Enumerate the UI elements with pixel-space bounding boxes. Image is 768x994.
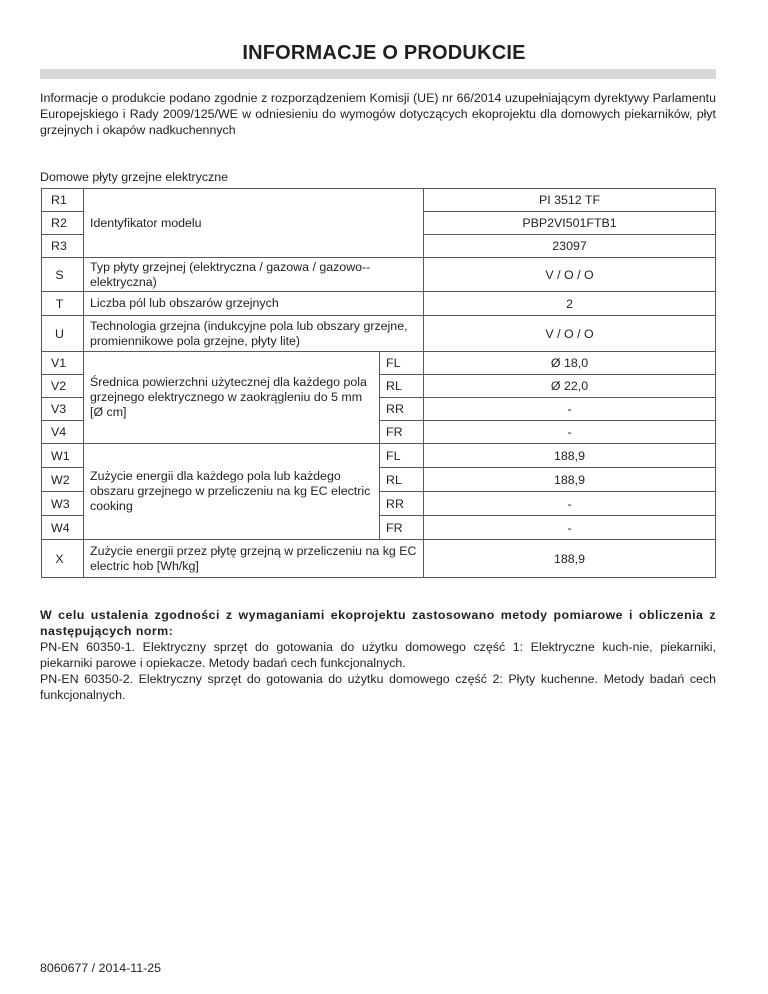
row-value: 188,9 (424, 468, 716, 492)
row-code: V3 (42, 398, 84, 421)
row-value: Ø 22,0 (424, 375, 716, 398)
model-identifier-label: Identyfikator modelu (84, 189, 424, 258)
table-row (42, 444, 716, 468)
row-code: W4 (42, 516, 84, 540)
row-value: V / O / O (424, 316, 716, 352)
position-code: RL (380, 375, 424, 398)
row-value: - (424, 492, 716, 516)
row-code: R2 (42, 212, 84, 235)
row-code: W2 (42, 468, 84, 492)
row-value: Ø 18,0 (424, 352, 716, 375)
row-code: R3 (42, 235, 84, 258)
energy-consumption-label: Zużycie energii dla każdego pola lub każdego obszaru grzejnego w przeliczeniu na kg EC electric cooking (84, 444, 380, 540)
table-row (42, 292, 716, 316)
row-value: V / O / O (424, 258, 716, 292)
row-code: V4 (42, 421, 84, 444)
position-code: RR (380, 398, 424, 421)
row-code: V2 (42, 375, 84, 398)
product-info-table (41, 188, 716, 578)
title-underline-bar (40, 69, 716, 79)
position-code: FL (380, 444, 424, 468)
norm-item: PN-EN 60350-1. Elektryczny sprzęt do gotowania do użytku domowego część 1: Elektryczne kuch-nie, piekarniki, piekarniki parowe i opiekacze. Metody badań cech funkcjonalnych. (40, 640, 716, 670)
row-value: 188,9 (424, 444, 716, 468)
position-code: RL (380, 468, 424, 492)
row-value: 2 (424, 292, 716, 316)
row-code: U (42, 316, 84, 352)
row-value: 23097 (424, 235, 716, 258)
table-row (42, 258, 716, 292)
document-footer: 8060677 / 2014-11-25 (40, 961, 162, 975)
position-code: RR (380, 492, 424, 516)
intro-paragraph: Informacje o produkcie podano zgodnie z rozporządzeniem Komisji (UE) nr 66/2014 uzupełniającym dyrektywy Parlamentu Europejskiego i Rady 2009/125/WE w odniesieniu do wymogów dotyczących ekoprojektu dla domowych piekarników, płyt grzejnych i okapów nadkuchennych (40, 91, 716, 137)
norms-section (40, 607, 716, 703)
row-value: - (424, 516, 716, 540)
row-code: W3 (42, 492, 84, 516)
table-row (42, 540, 716, 578)
row-value: PBP2VI501FTB1 (424, 212, 716, 235)
row-value: 188,9 (424, 540, 716, 578)
row-label: Typ płyty grzejnej (elektryczna / gazowa / gazowo--elektryczna) (84, 258, 424, 292)
row-code: T (42, 292, 84, 316)
row-label: Liczba pól lub obszarów grzejnych (84, 292, 424, 316)
row-code: V1 (42, 352, 84, 375)
page-title: INFORMACJE O PRODUKCIE (242, 42, 526, 64)
position-code: FR (380, 421, 424, 444)
position-code: FL (380, 352, 424, 375)
row-value: PI 3512 TF (424, 189, 716, 212)
row-value: - (424, 398, 716, 421)
table-row (42, 189, 716, 212)
row-code: S (42, 258, 84, 292)
position-code: FR (380, 516, 424, 540)
norms-heading: W celu ustalenia zgodności z wymaganiami ekoprojektu zastosowano metody pomiarowe i obliczenia z następujących norm: (40, 608, 716, 638)
row-code: R1 (42, 189, 84, 212)
row-code: W1 (42, 444, 84, 468)
row-label: Technologia grzejna (indukcyjne pola lub obszary grzejne, promiennikowe pola grzejne, płyty lite) (84, 316, 424, 352)
table-row (42, 316, 716, 352)
row-code: X (42, 540, 84, 578)
diameter-label: Średnica powierzchni użytecznej dla każdego pola grzejnego elektrycznego w zaokrągleniu do 5 mm [Ø cm] (84, 352, 380, 444)
row-value: - (424, 421, 716, 444)
table-caption: Domowe płyty grzejne elektryczne (40, 170, 229, 184)
norm-item: PN-EN 60350-2. Elektryczny sprzęt do gotowania do użytku domowego część 2: Płyty kuchenne. Metody badań cech funkcjonalnych. (40, 672, 716, 702)
row-label: Zużycie energii przez płytę grzejną w przeliczeniu na kg EC electric hob [Wh/kg] (84, 540, 424, 578)
table-row (42, 352, 716, 375)
